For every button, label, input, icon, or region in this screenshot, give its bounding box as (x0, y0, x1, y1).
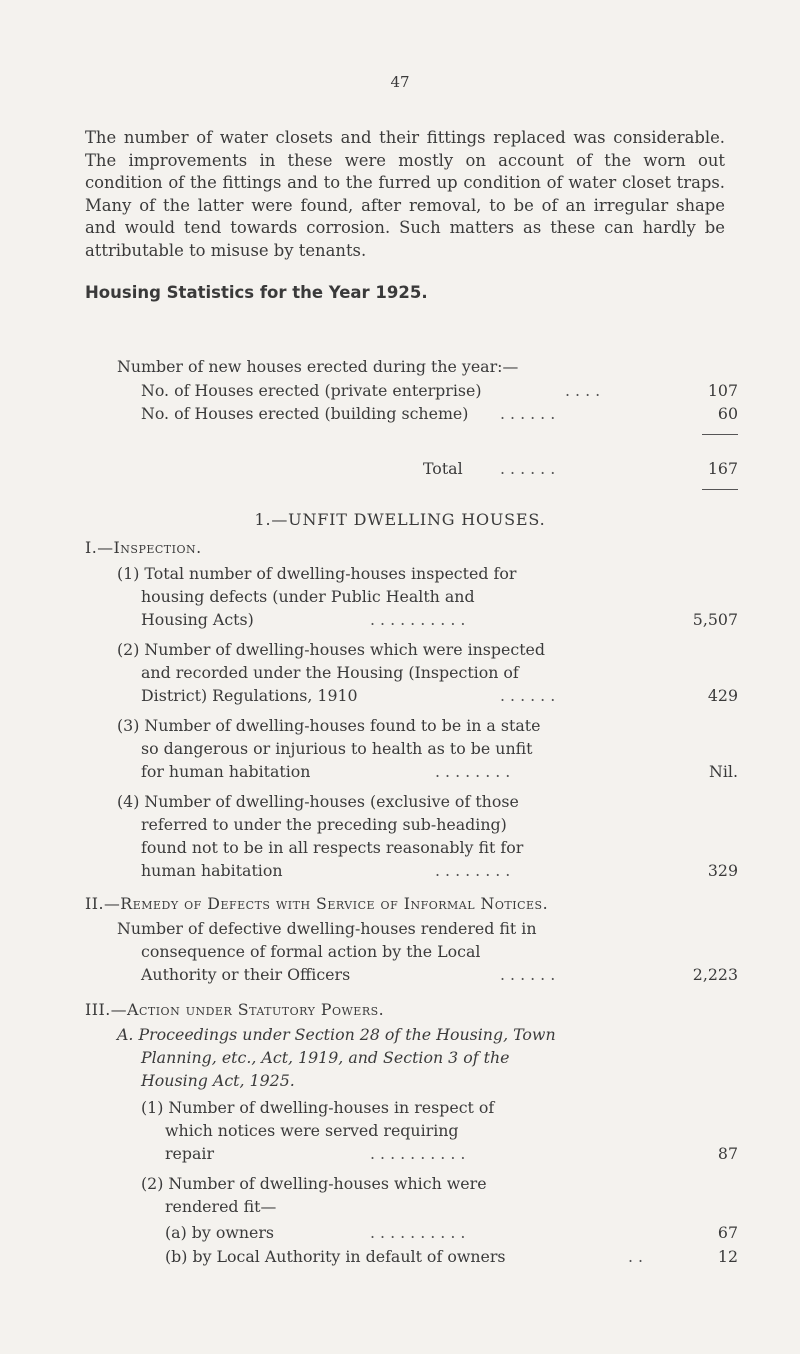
total-value: 167 (707, 459, 738, 478)
inspection-item3-leader: . . . . . . . . (435, 762, 511, 781)
inspection-item3-value: Nil. (709, 762, 738, 781)
inspection-item3-line1: (3) Number of dwelling-houses found to be in a state (117, 716, 541, 735)
inspection-item4-line2: referred to under the preceding sub-heading) (141, 815, 507, 834)
total-leader: . . . . . . (500, 459, 556, 478)
action-item2a-value: 67 (717, 1223, 738, 1242)
subtotal-rule (702, 434, 738, 435)
total-rule (702, 489, 738, 490)
scheme-houses-label: No. of Houses erected (building scheme) (141, 404, 469, 423)
action-item2-line1: (2) Number of dwelling-houses which were (141, 1174, 487, 1193)
inspection-title: I.—Inspection. (85, 538, 202, 557)
action-item2b-label: (b) by Local Authority in default of owners (165, 1247, 506, 1266)
inspection-item2-line1: (2) Number of dwelling-houses which were inspected (117, 640, 546, 659)
inspection-item2-value: 429 (707, 686, 738, 705)
remedy-title: II.—Remedy of Defects with Service of Informal Notices. (85, 894, 549, 913)
inspection-item3-line3: for human habitation (141, 762, 311, 781)
scheme-houses-value: 60 (717, 404, 738, 423)
inspection-item1-line1: (1) Total number of dwelling-houses inspected for (117, 564, 517, 583)
new-houses-intro: Number of new houses erected during the year:— (117, 357, 519, 376)
action-item2b-value: 12 (717, 1247, 738, 1266)
inspection-item3-line2: so dangerous or injurious to health as to be unfit (141, 739, 533, 758)
remedy-leader: . . . . . . (500, 965, 556, 984)
action-item2-line2: rendered fit— (165, 1197, 277, 1216)
action-sub-a-line1: A. Proceedings under Section 28 of the Housing, Town (117, 1025, 556, 1044)
action-item2a-label: (a) by owners (165, 1223, 275, 1242)
section-heading: Housing Statistics for the Year 1925. (85, 283, 428, 302)
inspection-item1-value: 5,507 (692, 610, 738, 629)
inspection-item4-value: 329 (707, 861, 738, 880)
action-item1-line1: (1) Number of dwelling-houses in respect of (141, 1098, 495, 1117)
action-item1-line3: repair (165, 1144, 215, 1163)
inspection-item1-leader: . . . . . . . . . . (370, 610, 466, 629)
inspection-item2-leader: . . . . . . (500, 686, 556, 705)
inspection-item2-line3: District) Regulations, 1910 (141, 686, 358, 705)
unfit-dwelling-houses-title: 1.—UNFIT DWELLING HOUSES. (254, 510, 546, 529)
action-sub-a-line3: Housing Act, 1925. (141, 1071, 295, 1090)
action-item2a-leader: . . . . . . . . . . (370, 1223, 466, 1242)
page-number: 47 (390, 73, 410, 91)
total-label: Total (423, 459, 463, 478)
scheme-houses-leader: . . . . . . (500, 404, 556, 423)
inspection-item4-line4: human habitation (141, 861, 283, 880)
inspection-item4-leader: . . . . . . . . (435, 861, 511, 880)
inspection-item2-line2: and recorded under the Housing (Inspection of (141, 663, 519, 682)
remedy-value: 2,223 (692, 965, 738, 984)
action-item2b-leader: . . (628, 1247, 644, 1266)
inspection-item4-line1: (4) Number of dwelling-houses (exclusive of those (117, 792, 519, 811)
intro-paragraph: The number of water closets and their fittings replaced was considerable. The improvements in these were mostly on account of the worn out condition of the fittings and to the furred up condition of water closet traps. Many of the latter were found, after removal, to be of an irregular shape and would tend towards corrosion. Such matters as these can hardly be attributable to misuse by tenants. (85, 128, 725, 260)
remedy-line2: consequence of formal action by the Local (141, 942, 481, 961)
action-item1-leader: . . . . . . . . . . (370, 1144, 466, 1163)
inspection-item4-line3: found not to be in all respects reasonably fit for (141, 838, 524, 857)
private-houses-leader: . . . . (565, 381, 601, 400)
inspection-item1-line2: housing defects (under Public Health and (141, 587, 475, 606)
remedy-line3: Authority or their Officers (141, 965, 351, 984)
action-item1-line2: which notices were served requiring (165, 1121, 459, 1140)
private-houses-label: No. of Houses erected (private enterprise) (141, 381, 482, 400)
inspection-item1-line3: Housing Acts) (141, 610, 254, 629)
action-title: III.—Action under Statutory Powers. (85, 1000, 385, 1019)
private-houses-value: 107 (707, 381, 738, 400)
action-item1-value: 87 (717, 1144, 738, 1163)
remedy-line1: Number of defective dwelling-houses rendered fit in (117, 919, 537, 938)
action-sub-a-line2: Planning, etc., Act, 1919, and Section 3 of the (141, 1048, 510, 1067)
